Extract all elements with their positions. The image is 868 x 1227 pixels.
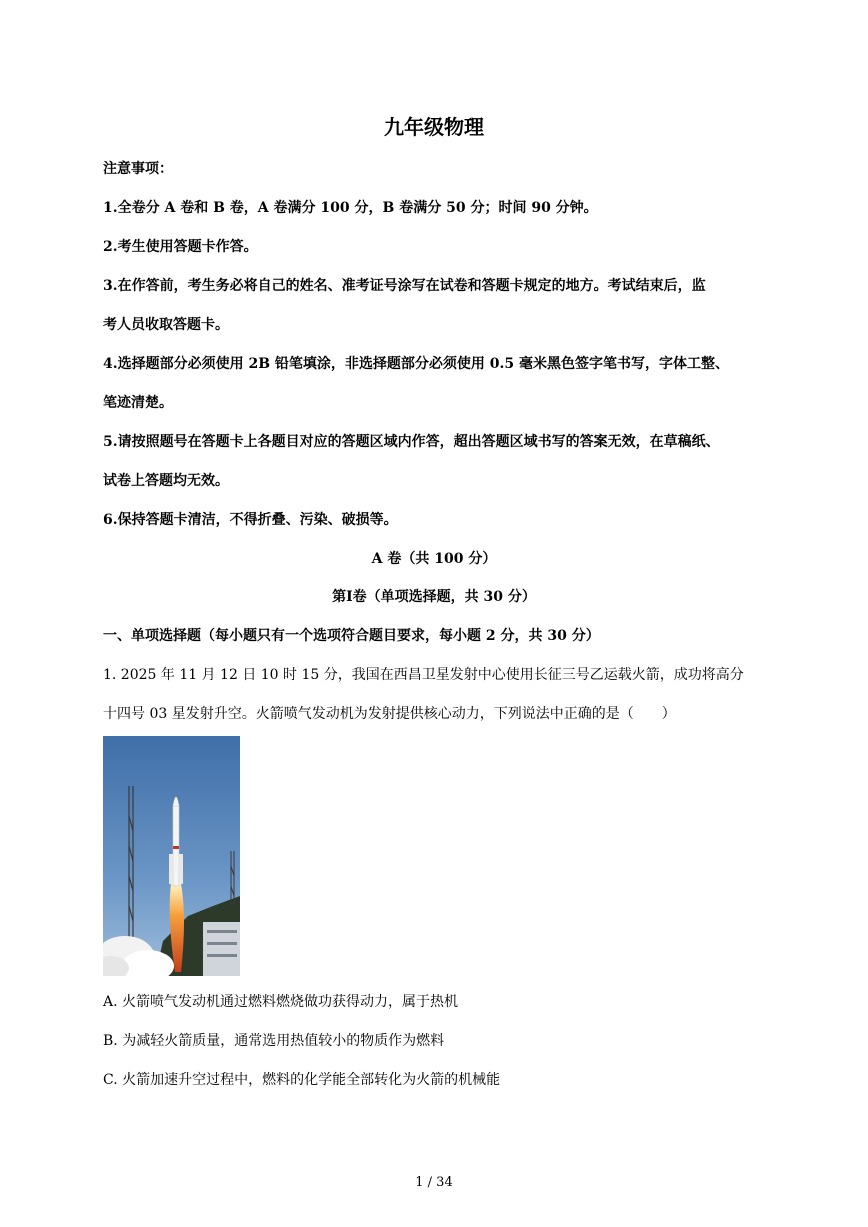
question-stem: 1. 2025 年 11 月 12 日 10 时 15 分，我国在西昌卫星发射中心使用长征三号乙运载火箭，成功将高分 xyxy=(103,667,744,683)
section-a-heading: A 卷（共 100 分） xyxy=(371,551,497,567)
notice-item: 1.全卷分 A 卷和 B 卷，A 卷满分 100 分，B 卷满分 50 分；时间 90 分钟。 xyxy=(103,200,598,216)
notice-item: 5.请按照题号在答题卡上各题目对应的答题区域内作答，超出答题区域书写的答案无效，在草稿纸、 xyxy=(103,434,720,450)
notice-item: 3.在作答前，考生务必将自己的姓名、准考证号涂写在试卷和答题卡规定的地方。考试结束后，监 xyxy=(103,278,706,294)
page-title: 九年级物理 xyxy=(384,115,484,139)
part-1-heading: 第Ⅰ卷（单项选择题，共 30 分） xyxy=(332,589,536,605)
notice-item: 2.考生使用答题卡作答。 xyxy=(103,239,258,255)
option-a: A. 火箭喷气发动机通过燃料燃烧做功获得动力，属于热机 xyxy=(103,994,459,1010)
notice-item: 试卷上答题均无效。 xyxy=(103,473,229,489)
current-page: 1 xyxy=(415,1175,424,1190)
page-number xyxy=(0,1173,868,1193)
question-stem: 十四号 03 星发射升空。火箭喷气发动机为发射提供核心动力，下列说法中正确的是（ ） xyxy=(103,706,676,722)
option-b: B. 为减轻火箭质量，通常选用热值较小的物质作为燃料 xyxy=(103,1033,445,1049)
notice-heading: 注意事项： xyxy=(103,161,173,177)
notice-item: 4.选择题部分必须使用 2B 铅笔填涂，非选择题部分必须使用 0.5 毫米黑色签字笔书写，字体工整、 xyxy=(103,356,730,372)
total-pages: / 34 xyxy=(427,1175,453,1190)
rocket-launch-image xyxy=(103,736,240,976)
notice-item: 笔迹清楚。 xyxy=(103,395,173,411)
option-c: C. 火箭加速升空过程中，燃料的化学能全部转化为火箭的机械能 xyxy=(103,1072,501,1088)
notice-item: 6.保持答题卡清洁，不得折叠、污染、破损等。 xyxy=(103,512,398,528)
notice-item: 考人员收取答题卡。 xyxy=(103,317,229,333)
section-heading: 一、单项选择题（每小题只有一个选项符合题目要求，每小题 2 分，共 30 分） xyxy=(103,628,600,644)
